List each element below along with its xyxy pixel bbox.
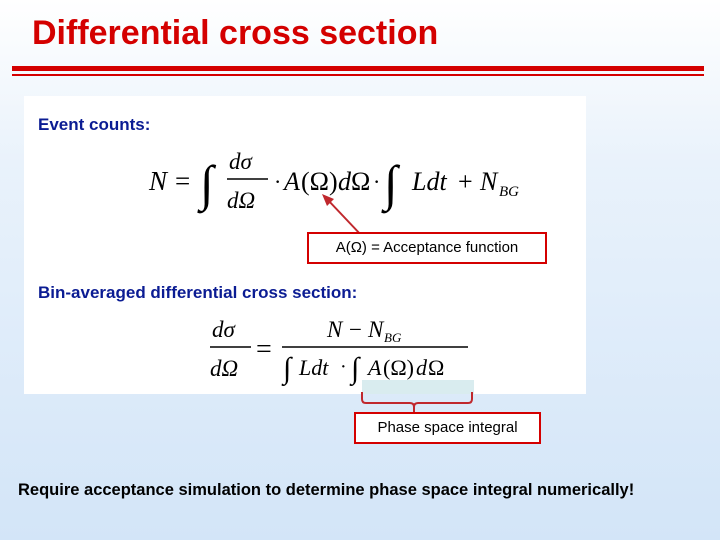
svg-text:∫: ∫ <box>283 352 292 385</box>
footer-note: Require acceptance simulation to determine phase space integral numerically! <box>18 481 635 499</box>
slide-title: Differential cross section <box>32 14 439 52</box>
svg-text:Ω: Ω <box>351 167 371 196</box>
title-underline <box>12 66 704 71</box>
svg-text:∫: ∫ <box>384 155 398 211</box>
svg-text:d: d <box>416 355 427 380</box>
event-counts-label: Event counts: <box>38 115 151 134</box>
svg-text:(Ω): (Ω) <box>301 167 338 196</box>
svg-text:∫: ∫ <box>200 155 214 211</box>
svg-text:=: = <box>175 166 191 196</box>
svg-text:·: · <box>373 169 381 194</box>
svg-text:∫: ∫ <box>351 352 360 385</box>
svg-text:N: N <box>327 317 343 342</box>
svg-text:N: N <box>149 166 168 196</box>
svg-text:N: N <box>368 317 384 342</box>
svg-text:−: − <box>349 317 362 342</box>
svg-text:A: A <box>368 355 382 380</box>
svg-text:dσ: dσ <box>229 149 252 174</box>
svg-text:=: = <box>256 334 272 365</box>
phase-space-callout: Phase space integral <box>354 412 541 444</box>
svg-text:dσ: dσ <box>212 317 235 342</box>
svg-text:Ldt: Ldt <box>412 167 447 196</box>
svg-text:BG: BG <box>384 330 402 345</box>
svg-text:N: N <box>480 167 498 196</box>
svg-text:dΩ: dΩ <box>210 356 239 381</box>
svg-text:dΩ: dΩ <box>227 188 256 213</box>
svg-text:·: · <box>340 356 347 378</box>
svg-text:Ω: Ω <box>428 355 445 380</box>
svg-text:Ldt: Ldt <box>299 355 329 380</box>
cross-section-formula <box>24 308 586 398</box>
svg-text:d: d <box>338 167 351 196</box>
svg-text:A: A <box>284 167 300 196</box>
svg-text:+: + <box>458 167 473 196</box>
bin-averaged-label: Bin-averaged differential cross section: <box>38 283 358 302</box>
svg-text:BG: BG <box>499 184 519 200</box>
svg-text:·: · <box>274 169 282 194</box>
svg-text:(Ω): (Ω) <box>383 355 415 380</box>
acceptance-callout: A(Ω) = Acceptance function <box>307 232 547 264</box>
